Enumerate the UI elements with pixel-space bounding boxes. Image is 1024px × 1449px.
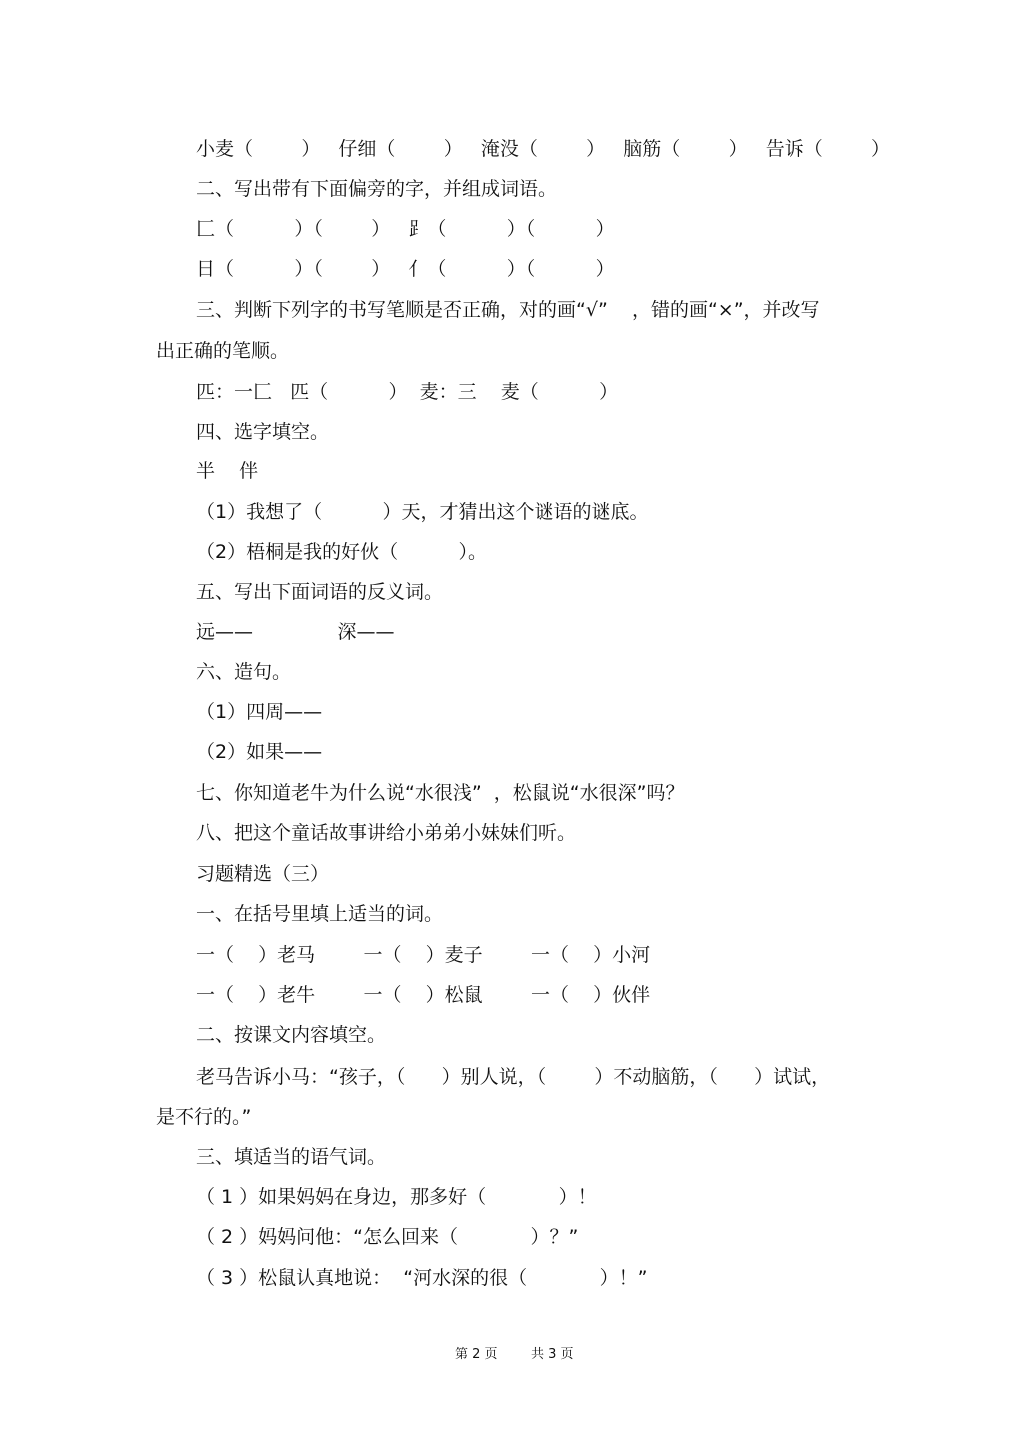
measure-word-row-2: 一（ ）老牛 一（ ）松鼠 一（ ）伙伴: [196, 984, 651, 1006]
particle-item-3: （ 3 ）松鼠认真地说： “河水深的很（ ）！”: [196, 1267, 648, 1289]
measure-word-row-1: 一（ ）老马 一（ ）麦子 一（ ）小河: [196, 944, 651, 966]
particle-item-2: （ 2 ）妈妈问他：“怎么回来（ ）？”: [196, 1226, 579, 1248]
radical-row-2: 日（ ）（ ） 亻（ ）（ ）: [196, 258, 615, 280]
sentence-item-2: （2）如果——: [196, 741, 323, 763]
question-4-heading: 四、选字填空。: [196, 421, 330, 443]
question-7-heading: 七、你知道老牛为什么说“水很浅” ，松鼠说“水很深”吗？: [196, 782, 685, 804]
section-title: 习题精选（三）: [196, 863, 330, 885]
text-fill-line-1: 老马告诉小马：“孩子，（ ）别人说，（ ）不动脑筋，（ ）试试，: [196, 1066, 831, 1088]
question-6-heading: 六、造句。: [196, 661, 292, 683]
sentence-item-1: （1）四周——: [196, 701, 323, 723]
question-1-heading: 一、在括号里填上适当的词。: [196, 903, 444, 925]
footer-total-pages: 共 3 页: [531, 1347, 574, 1362]
line-words-pinyin: 小麦（ ） 仔细（ ） 淹没（ ） 脑筋（ ） 告诉（ ）: [196, 138, 891, 160]
antonym-row: 远—— 深——: [196, 621, 395, 643]
fill-sentence-1: （1）我想了（ ）天，才猜出这个谜语的谜底。: [196, 501, 649, 523]
question-3-heading: 三、判断下列字的书写笔顺是否正确，对的画“√” ，错的画“×”，并改写: [196, 299, 820, 321]
question-3-heading-cont: 出正确的笔顺。: [156, 340, 290, 362]
fill-sentence-2: （2）梧桐是我的好伙（ ）。: [196, 541, 487, 563]
question-2b-heading: 二、按课文内容填空。: [196, 1024, 387, 1046]
footer-page-number: 第 2 页: [455, 1347, 498, 1362]
particle-item-1: （ 1 ）如果妈妈在身边，那多好（ ）！: [196, 1186, 597, 1208]
question-2-heading: 二、写出带有下面偏旁的字，并组成词语。: [196, 178, 558, 200]
question-3b-heading: 三、填适当的语气词。: [196, 1146, 387, 1168]
choice-characters: 半 伴: [196, 460, 259, 482]
question-8-heading: 八、把这个童话故事讲给小弟弟小妹妹们听。: [196, 822, 577, 844]
radical-row-1: 匚（ ）（ ） ⻊（ ）（ ）: [196, 218, 615, 240]
text-fill-line-2: 是不行的。”: [156, 1106, 252, 1128]
stroke-order-row: 匹：一匚 匹（ ） 麦：三 麦（ ）: [196, 381, 619, 403]
question-5-heading: 五、写出下面词语的反义词。: [196, 581, 444, 603]
